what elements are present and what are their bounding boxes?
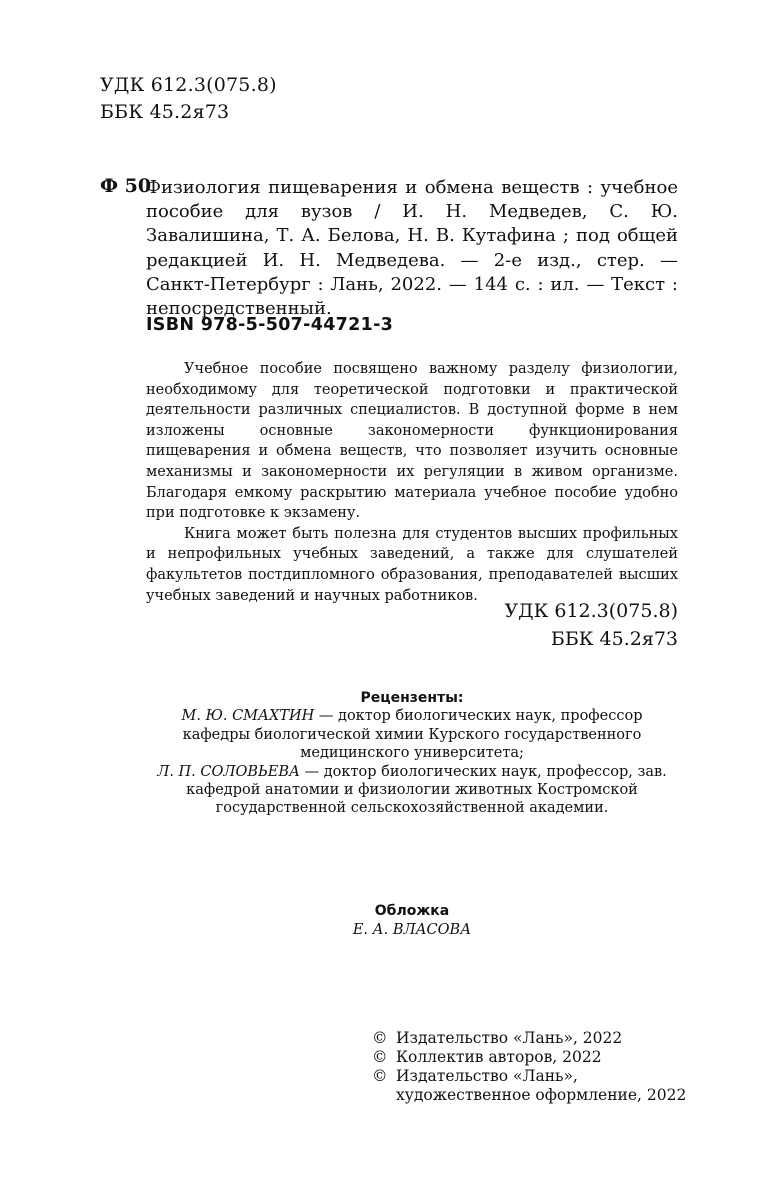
copyright-block: [372, 1029, 686, 1105]
copyright-icon: ©: [372, 1067, 388, 1085]
copyright-line: [372, 1029, 686, 1048]
bibliographic-text: Физиология пищеварения и обмена веществ : учебное пособие для вузов / И. Н. Медведев, С. Ю. Завалишина, Т. А. Белова, Н. В. Кутафина ; под общей редакцией И. Н. Медведева. — 2-е изд., стер. — Санкт-Петербург : Лань, 2022. — 144 с. : ил. — Текст : непосредственный.: [146, 177, 678, 320]
annotation-paragraph-1: Учебное пособие посвящено важному разделу физиологии, необходимому для теоретической подготовки и практической деятельности различных специалистов. В доступной форме в нем изложены основные закономерности функционирования пищеварения и обмена веществ, что позволяет изучить основные механизмы и закономерности их регуляции в живом организме. Благодаря емкому раскрытию материала учебное пособие удобно при подготовке к экзамену.: [146, 361, 678, 522]
copyright-line: [372, 1067, 686, 1086]
copyright-text: Издательство «Лань»,: [396, 1067, 578, 1085]
reviewer-1-name: М. Ю. СМАХТИН: [181, 708, 315, 725]
bbk-code: ББК 45.2я73: [100, 101, 230, 123]
copyright-line: [372, 1048, 686, 1067]
udk-code: УДК 612.3(075.8): [100, 74, 277, 96]
udk-block-top: [100, 72, 277, 126]
reviewer-2: [146, 763, 678, 818]
copyright-icon: ©: [372, 1048, 388, 1066]
reviewers-block: [146, 689, 678, 818]
bbk-code: ББК 45.2я73: [550, 628, 678, 650]
reviewer-1: [146, 707, 678, 762]
annotation-paragraph-2: Книга может быть полезна для студентов высших профильных и непрофильных учебных заведений, а также для слушателей факультетов постдипломного образования, преподавателей высших учебных заведений и научных работников.: [146, 525, 678, 604]
copyright-line-continued: [372, 1086, 686, 1105]
isbn: ISBN 978-5-507-44721-3: [146, 315, 394, 335]
cover-credit: [146, 902, 678, 939]
copyright-text: художественное оформление, 2022: [396, 1086, 687, 1104]
author-mark: Ф 50: [100, 175, 152, 197]
copyright-text: Издательство «Лань», 2022: [396, 1029, 623, 1047]
udk-code: УДК 612.3(075.8): [504, 600, 678, 622]
copyright-text: Коллектив авторов, 2022: [396, 1048, 602, 1066]
reviewer-2-details: — доктор биологических наук, профессор, зав. кафедрой анатомии и физиологии животных Костромской государственной сельскохозяйственной академии.: [186, 763, 667, 817]
reviewer-2-name: Л. П. СОЛОВЬЕВА: [157, 763, 301, 780]
cover-heading: Обложка: [374, 903, 450, 919]
annotation: [146, 359, 678, 606]
udk-block-bottom: [504, 597, 678, 653]
copyright-icon: ©: [372, 1029, 388, 1047]
reviewers-heading: Рецензенты:: [360, 690, 464, 706]
reviewer-1-details: — доктор биологических наук, профессор кафедры биологической химии Курского государственного медицинского университета;: [182, 708, 643, 762]
cover-designer: Е. А. ВЛАСОВА: [352, 921, 472, 938]
bibliographic-description: [146, 176, 678, 321]
